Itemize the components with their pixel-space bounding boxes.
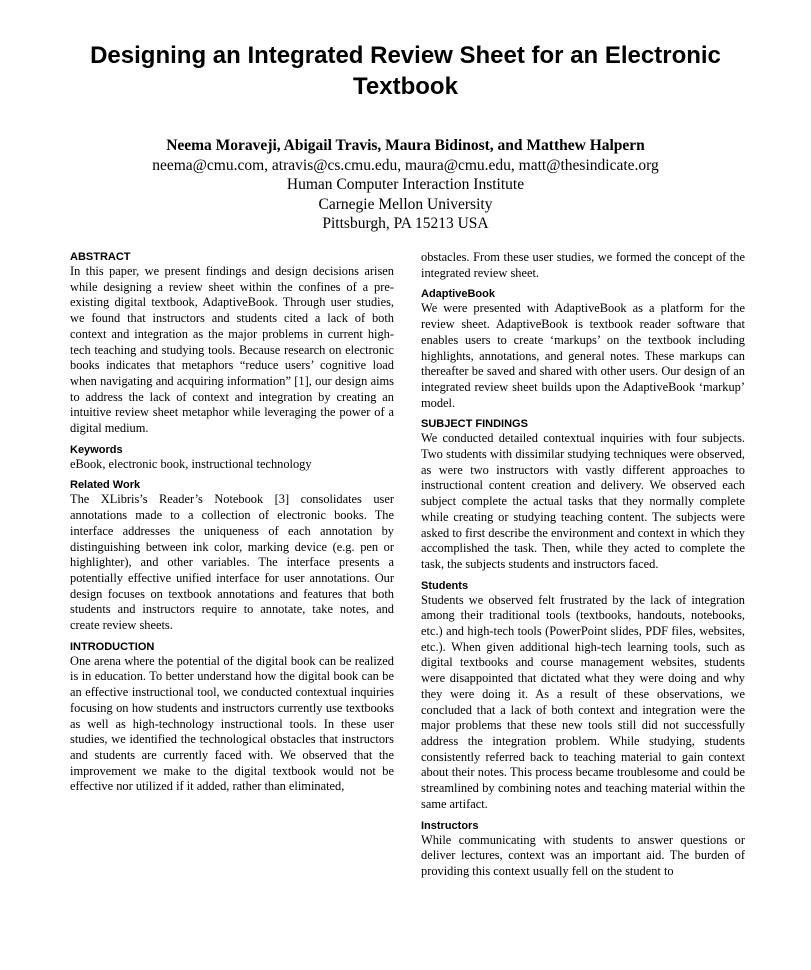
author-emails: neema@cmu.com, atravis@cs.cmu.edu, maura@cmu.edu, matt@thesindicate.org — [152, 156, 659, 174]
keywords-heading: Keywords — [70, 443, 123, 456]
author-address: Pittsburgh, PA 15213 USA — [322, 215, 489, 232]
related-work-heading: Related Work — [70, 479, 141, 492]
author-university: Carnegie Mellon University — [318, 195, 493, 213]
introduction-text: One arena where the potential of the digital book can be realized is in education. To better understand how the digital book can be an effective instructional tool, we conducted contextual inquiries focusing on how students and instructors currently use textbooks as well as high-technology instructional tools. In these user studies, we identified the technological obstacles that instructors and students are currently faced with. We observed that the improvement we make to the digital textbook would not be effective nor utilized if it added, rather than eliminated, — [70, 653, 394, 794]
instructors-text: While communicating with students to answer questions or deliver lectures, context was an important aid. The burden of providing this context usually fell on the student to — [421, 832, 745, 878]
author-affiliation: Human Computer Interaction Institute — [286, 176, 525, 193]
students-heading: Students — [421, 579, 469, 592]
introduction-heading: INTRODUCTION — [70, 640, 155, 653]
students-text: Students we observed felt frustrated by the lack of integration among their traditional tools (textbooks, handouts, notebooks, etc.) and high-tech tools (PowerPoint slides, PDF files, websites, etc.). When given additional high-tech learning tools, such as digital textbooks and course management websites, students were disappointed that dictated what they were doing and why they were doing it. As a result of these observations, we concluded that a lack of both context and integration were the major problems that these new tools still did not successfully address the integration problem. While studying, students consistently referred back to teaching material to gain context about their notes. This process became troublesome and could be streamlined by combining notes and teaching material within the same artifact. — [421, 592, 745, 811]
subject-findings-heading: SUBJECT FINDINGS — [421, 418, 528, 431]
introduction-continued-text: obstacles. From these user studies, we formed the concept of the integrated review sheet. — [421, 250, 745, 280]
author-names: Neema Moraveji, Abigail Travis, Maura Bidinost, and Matthew Halpern — [166, 137, 645, 154]
paper-title: Designing an Integrated Review Sheet for an Electronic Textbook — [90, 42, 721, 100]
adaptivebook-heading: AdaptiveBook — [421, 288, 495, 301]
left-column — [70, 250, 394, 795]
right-column — [421, 250, 745, 880]
abstract-heading: ABSTRACT — [70, 251, 131, 263]
subject-findings-text: We conducted detailed contextual inquiries with four subjects. Two students with dissimilar studying techniques were observed, as were two instructors with vastly different approaches to instructional content creation and delivery. We observed each subject complete the actual tasks that they normally complete while creating or studying teaching content. The subjects were asked to first describe the environment and context in which they accomplished the task. Then, while they acted to complete the task, the subjects students and instructors faced. — [421, 431, 745, 571]
author-block — [40, 136, 771, 234]
related-work-text: The XLibris’s Reader’s Notebook [3] consolidates user annotations made to a collection of electronic books. The interface addresses the uniqueness of each annotation by distinguishing between ink color, marking device (e.g. pen or highlighter), and other variables. The interface presents a potentially effective unified interface for user annotations. Our design focuses on textbook annotations and features that both students and instructors require to annotate, take notes, and create review sheets. — [70, 492, 394, 633]
keywords-text: eBook, electronic book, instructional technology — [70, 456, 312, 471]
abstract-text: In this paper, we present findings and design decisions arisen while designing a review sheet within the confines of a pre-existing digital textbook, AdaptiveBook. Through user studies, we found that instructors and students cited a lack of both context and integration as the major problems in current high-tech teaching and studying tools. Because research on electronic books indicates that metaphors “reduce users’ cognitive load when navigating and acquiring information” [1], our design aims to address the lack of context and integration by creating an intuitive review sheet metaphor while leveraging the power of a digital medium. — [70, 264, 394, 436]
adaptivebook-text: We were presented with AdaptiveBook as a platform for the review sheet. AdaptiveBook is textbook reader software that enables users to create ‘markups’ on the textbook including highlights, annotations, and general notes. These markups can thereafter be saved and shared with other users. Our design of an integrated review sheet builds upon the AdaptiveBook ‘markup’ model. — [421, 301, 745, 410]
instructors-heading: Instructors — [421, 819, 479, 832]
